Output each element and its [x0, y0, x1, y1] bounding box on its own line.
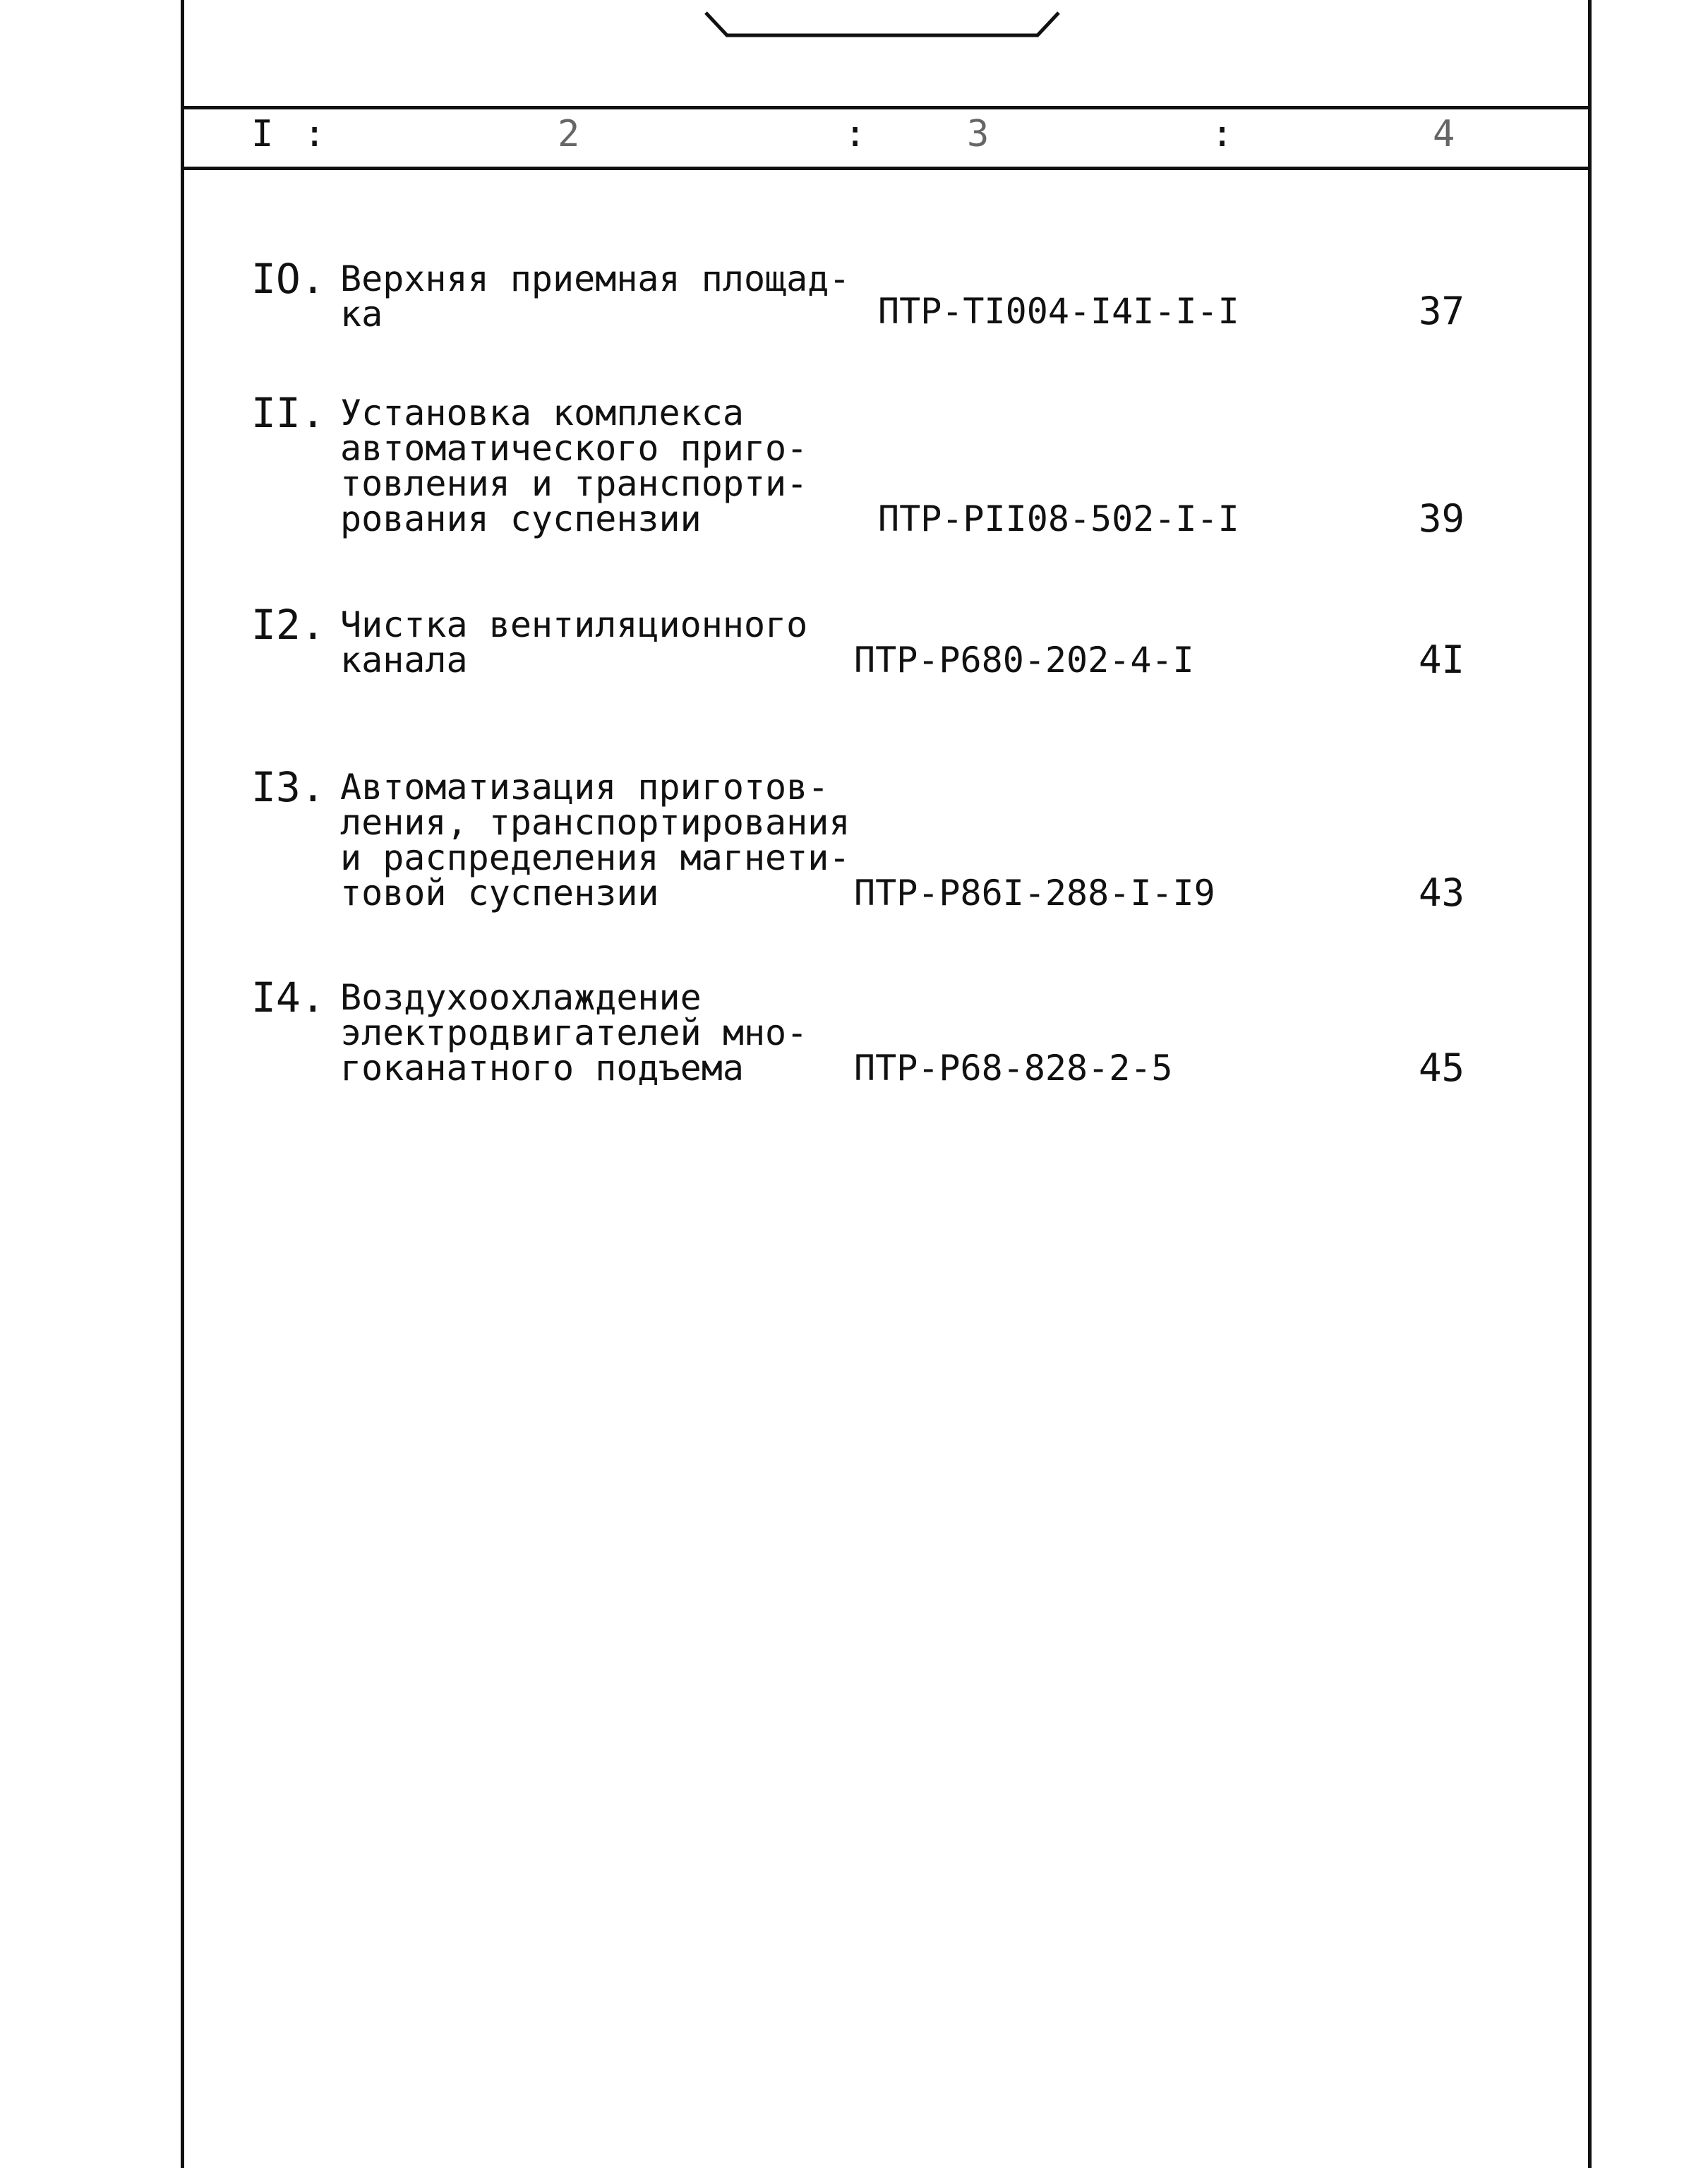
- entry-title-line: электродвигателей мно-: [340, 1012, 808, 1053]
- entry-page: 39: [1419, 496, 1465, 541]
- entry-title-line: Установка комплекса: [340, 393, 744, 433]
- entry-code: ПТР-Р680-202-4-I: [854, 640, 1194, 681]
- entry-title-line: Воздухоохлаждение: [340, 977, 702, 1018]
- entry-code: ПТР-ТI004-I4I-I-I: [878, 291, 1239, 332]
- entry-title: [340, 258, 850, 335]
- entry-number: IO.: [251, 255, 325, 303]
- frame-right-border: [1588, 0, 1592, 2168]
- entry-number: I4.: [251, 974, 325, 1022]
- entry-title-line: и распределения магнети-: [340, 837, 850, 878]
- entry-title: [340, 604, 808, 681]
- header-separator-3: :: [1211, 113, 1234, 155]
- entry-title: [340, 395, 807, 537]
- entry-number: I2.: [251, 601, 325, 649]
- header-col-1: I: [251, 113, 274, 155]
- entry-page: 37: [1419, 289, 1465, 333]
- entry-title-line: ка: [340, 294, 383, 335]
- header-col-2: 2: [558, 113, 580, 155]
- entry-number: I3.: [251, 763, 325, 811]
- entry-code: ПТР-Р86I-288-I-I9: [854, 873, 1215, 914]
- entry-title-line: рования суспензии: [340, 498, 702, 539]
- entry-title-line: Верхняя приемная площад-: [340, 258, 850, 299]
- entry-page: 45: [1419, 1046, 1465, 1090]
- entry-code: ПТР-РII08-502-I-I: [878, 498, 1239, 539]
- entry-title-line: Чистка вентиляционного: [340, 604, 808, 645]
- entry-title: [340, 767, 850, 914]
- frame-left-border: [181, 0, 184, 2168]
- entry-title-line: Автоматизация приготов-: [340, 767, 829, 808]
- entry-title-line: гоканатного подъема: [340, 1048, 744, 1089]
- entry-title-line: товления и транспорти-: [340, 463, 808, 504]
- entry-title-line: канала: [340, 640, 468, 681]
- entry-title-line: товой суспензии: [340, 873, 659, 914]
- header-col-3: 3: [967, 113, 990, 155]
- entry-title-line: ления, транспортирования: [340, 802, 850, 843]
- entry-page: 43: [1419, 870, 1465, 915]
- top-bracket-mark: [699, 0, 1066, 49]
- entry-code: ПТР-Р68-828-2-5: [854, 1048, 1173, 1089]
- header-separator-1: :: [303, 113, 326, 155]
- entry-title: [340, 977, 808, 1089]
- entry-title-line: автоматического приго-: [340, 428, 808, 469]
- header-bottom-rule: [181, 167, 1592, 170]
- header-top-rule: [181, 106, 1592, 109]
- header-col-4: 4: [1433, 113, 1455, 155]
- header-separator-2: :: [844, 113, 867, 155]
- entry-number: II.: [251, 389, 325, 437]
- entry-page: 4I: [1419, 637, 1465, 682]
